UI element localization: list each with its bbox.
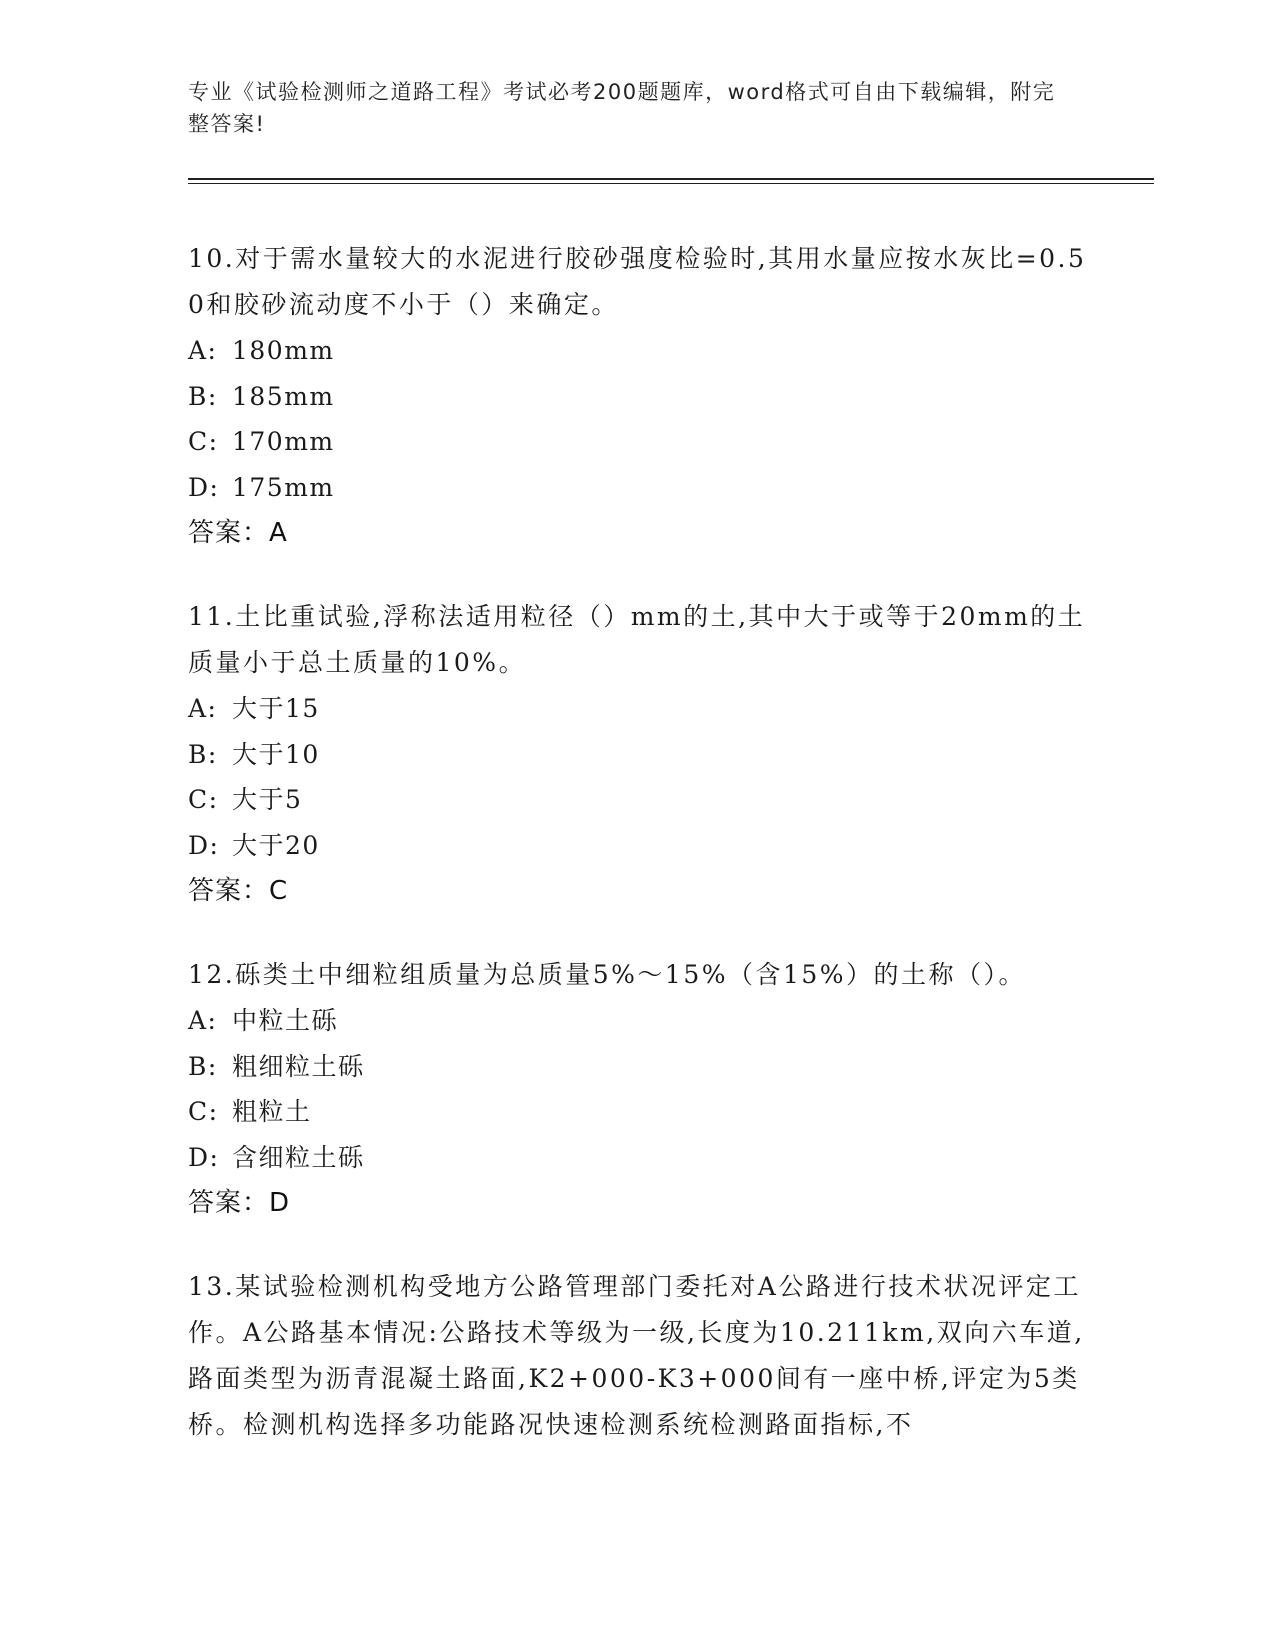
option-d: [188, 1135, 1088, 1181]
header-line-1: 专业《试验检测师之道路工程》考试必考200题题库，word格式可自由下载编辑: [188, 80, 988, 104]
option-c: [188, 1089, 1088, 1135]
option-b: [188, 1044, 1088, 1090]
option-key: A:: [188, 336, 218, 365]
option-text: 含细粒土砾: [232, 1142, 365, 1172]
option-text: 大于10: [232, 739, 320, 769]
header-rule-thin: [188, 183, 1154, 184]
option-key: B:: [188, 381, 218, 411]
question-item: [188, 594, 1088, 914]
option-key: A:: [188, 1006, 218, 1035]
option-d: [188, 823, 1088, 869]
option-c: [188, 777, 1088, 823]
option-a: [188, 998, 1088, 1044]
option-key: C:: [188, 1097, 219, 1126]
option-a: [188, 686, 1088, 732]
question-stem: 10.对于需水量较大的水泥进行胶砂强度检验时,其用水量应按水灰比=0.50和胶砂流动度不小于（）来确定。: [188, 244, 1087, 319]
answer-line: 答案：D: [188, 1188, 291, 1218]
option-text: 170mm: [232, 427, 335, 456]
option-b: [188, 732, 1088, 778]
option-a: [188, 328, 1088, 374]
answer-line: 答案：C: [188, 876, 289, 906]
option-b: [188, 374, 1088, 420]
option-text: 粗细粒土砾: [232, 1051, 365, 1081]
option-key: D:: [188, 1142, 220, 1172]
option-text: 中粒土砾: [232, 1006, 339, 1035]
option-key: C:: [188, 785, 219, 814]
question-stem: 11.土比重试验,浮称法适用粒径（）mm的土,其中大于或等于20mm的土质量小于总土质量的10%。: [188, 602, 1086, 677]
question-item: [188, 952, 1088, 1226]
question-item: [188, 236, 1088, 556]
option-text: 大于5: [232, 785, 303, 814]
option-text: 大于20: [232, 830, 320, 860]
option-key: D:: [188, 830, 220, 860]
option-d: [188, 465, 1088, 511]
option-c: [188, 419, 1088, 465]
question-stem: 12.砾类土中细粒组质量为总质量5%～15%（含15%）的土称（）。: [188, 960, 1027, 989]
option-key: B:: [188, 739, 218, 769]
option-key: A:: [188, 694, 218, 723]
answer-line: 答案：A: [188, 518, 288, 548]
question-stem: 13.某试验检测机构受地方公路管理部门委托对A公路进行技术状况评定工作。A公路基本情况:公路技术等级为一级,长度为10.211km,双向六车道,路面类型为沥青混凝土路面,K2+000-K3+000间有一座中桥,评定为5类桥。检测机构选择多功能路况快速检测系统检测路面指标,不: [188, 1272, 1085, 1439]
option-text: 175mm: [232, 472, 335, 502]
option-key: D:: [188, 472, 220, 502]
option-key: B:: [188, 1051, 218, 1081]
header-line-2: ，附完整答案!: [188, 80, 1056, 136]
question-list: [188, 236, 1088, 1486]
option-key: C:: [188, 427, 219, 456]
option-text: 185mm: [232, 381, 335, 411]
header-rule-thick: [188, 178, 1154, 180]
document-header: [188, 76, 1068, 140]
question-item: [188, 1264, 1088, 1448]
option-text: 粗粒土: [232, 1097, 312, 1126]
option-text: 180mm: [232, 336, 335, 365]
option-text: 大于15: [232, 694, 320, 723]
